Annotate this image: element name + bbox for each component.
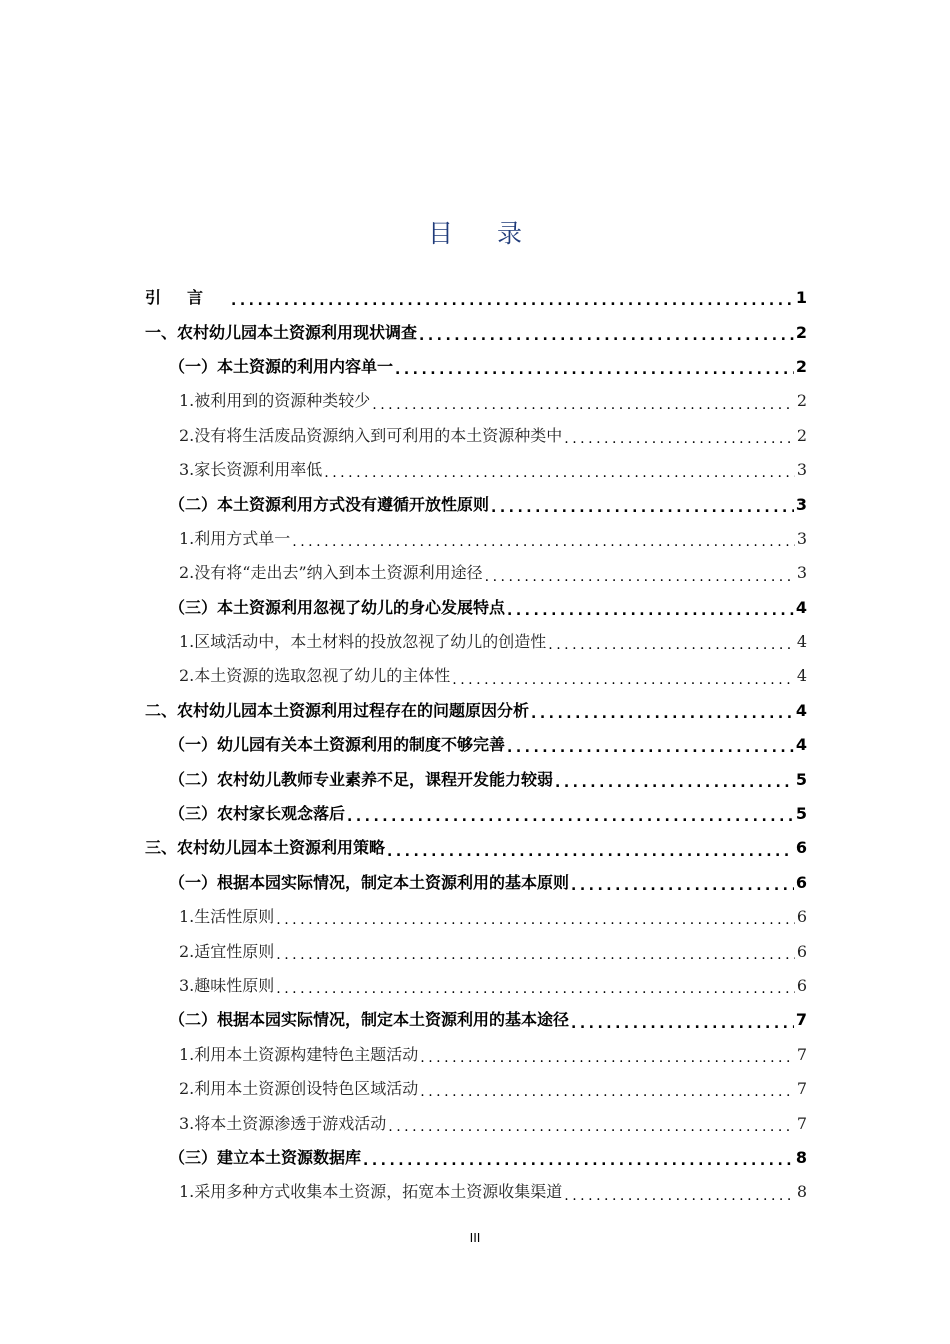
dot-leader bbox=[276, 913, 795, 934]
toc-entry-page-number: 4 bbox=[796, 666, 807, 686]
dot-leader bbox=[388, 1120, 795, 1141]
dot-leader bbox=[420, 1051, 795, 1072]
toc-entry-page-number: 3 bbox=[796, 528, 807, 548]
dot-leader bbox=[555, 776, 794, 797]
toc-entry-level2[interactable] bbox=[145, 866, 807, 900]
toc-entry-page-number: 4 bbox=[795, 700, 807, 720]
dot-leader bbox=[452, 673, 795, 694]
toc-entry-label: （三）建立本土资源数据库 bbox=[169, 1147, 362, 1167]
toc-entry-label: 一、农村幼儿园本土资源利用现状调查 bbox=[145, 322, 418, 342]
toc-entry-label: 2.本土资源的选取忽视了幼儿的主体性 bbox=[179, 666, 451, 686]
toc-entry-level3[interactable] bbox=[145, 556, 807, 590]
toc-entry-page-number: 2 bbox=[796, 425, 807, 445]
toc-entry-level1[interactable] bbox=[145, 315, 807, 349]
toc-entry-level3[interactable] bbox=[145, 900, 807, 934]
toc-entry-level3[interactable] bbox=[145, 522, 807, 556]
toc-entry-label: （三）农村家长观念落后 bbox=[169, 804, 346, 824]
toc-entry-level3[interactable] bbox=[145, 453, 807, 487]
dot-leader bbox=[231, 294, 794, 315]
toc-entry-page-number: 6 bbox=[796, 907, 807, 927]
toc-entry-level3[interactable] bbox=[145, 384, 807, 418]
toc-entry-label: 2.没有将“走出去”纳入到本土资源利用途径 bbox=[179, 563, 483, 583]
toc-entry-level2[interactable] bbox=[145, 1141, 807, 1175]
toc-entry-label: 3.将本土资源渗透于游戏活动 bbox=[179, 1113, 387, 1133]
dot-leader bbox=[347, 810, 794, 831]
toc-entry-label: （一）本土资源的利用内容单一 bbox=[169, 356, 394, 376]
dot-leader bbox=[485, 570, 795, 591]
toc-entry-page-number: 5 bbox=[795, 804, 807, 824]
toc-entry-page-number: 8 bbox=[795, 1147, 807, 1167]
toc-entry-page-number: 2 bbox=[795, 356, 807, 376]
dot-leader bbox=[419, 329, 794, 350]
toc-entry-level3[interactable] bbox=[145, 969, 807, 1003]
toc-entry-page-number: 7 bbox=[795, 1010, 807, 1030]
toc-entry-level2[interactable] bbox=[145, 487, 807, 521]
toc-entry-level2[interactable] bbox=[145, 1003, 807, 1037]
toc-entry-label: （一）根据本园实际情况，制定本土资源利用的基本原则 bbox=[169, 872, 570, 892]
dot-leader bbox=[507, 741, 794, 762]
dot-leader bbox=[276, 982, 795, 1003]
toc-entry-level3[interactable] bbox=[145, 1175, 807, 1209]
dot-leader bbox=[324, 466, 795, 487]
dot-leader bbox=[564, 432, 795, 453]
toc-entry-page-number: 3 bbox=[796, 460, 807, 480]
toc-entry-level1[interactable] bbox=[145, 694, 807, 728]
toc-entry-level2[interactable] bbox=[145, 350, 807, 384]
dot-leader bbox=[571, 879, 794, 900]
toc-entry-level2[interactable] bbox=[145, 728, 807, 762]
toc-entry-page-number: 4 bbox=[795, 597, 807, 617]
toc-entry-label: （二）农村幼儿教师专业素养不足，课程开发能力较弱 bbox=[169, 769, 554, 789]
toc-entry-level1[interactable] bbox=[145, 831, 807, 865]
toc-entry-page-number: 2 bbox=[796, 391, 807, 411]
toc-entry-page-number: 1 bbox=[795, 288, 807, 308]
toc-entry-page-number: 7 bbox=[796, 1044, 807, 1064]
toc-entry-level3[interactable] bbox=[145, 1072, 807, 1106]
toc-entry-page-number: 4 bbox=[795, 735, 807, 755]
toc-entry-page-number: 7 bbox=[796, 1113, 807, 1133]
toc-entry-page-number: 6 bbox=[795, 872, 807, 892]
toc-entry-level3[interactable] bbox=[145, 1038, 807, 1072]
toc-entry-page-number: 6 bbox=[795, 838, 807, 858]
toc-entry-page-number: 2 bbox=[795, 322, 807, 342]
toc-entry-label: 1.采用多种方式收集本土资源，拓宽本土资源收集渠道 bbox=[179, 1182, 563, 1202]
toc-entry-label: （二）本土资源利用方式没有遵循开放性原则 bbox=[169, 494, 490, 514]
toc-entry-label: （一）幼儿园有关本土资源利用的制度不够完善 bbox=[169, 735, 506, 755]
toc-entry-level3[interactable] bbox=[145, 934, 807, 968]
dot-leader bbox=[276, 948, 795, 969]
page-title: 目录 bbox=[427, 219, 566, 248]
toc-entry-label: 2.适宜性原则 bbox=[179, 941, 275, 961]
dot-leader bbox=[507, 604, 794, 625]
toc-entry-label: 1.利用本土资源构建特色主题活动 bbox=[179, 1044, 419, 1064]
toc-entry-label: 1.被利用到的资源种类较少 bbox=[179, 391, 371, 411]
toc-entry-page-number: 8 bbox=[796, 1182, 807, 1202]
toc-entry-label: 2.没有将生活废品资源纳入到可利用的本土资源种类中 bbox=[179, 425, 563, 445]
toc-entry-label: 引言 bbox=[145, 288, 230, 308]
toc-entry-label: 3.趣味性原则 bbox=[179, 976, 275, 995]
toc-entry-level3[interactable] bbox=[145, 659, 807, 693]
toc-entry-label: 1.生活性原则 bbox=[179, 907, 275, 927]
toc-entry-level2[interactable] bbox=[145, 762, 807, 796]
toc-entry-level2[interactable] bbox=[145, 797, 807, 831]
dot-leader bbox=[564, 1189, 795, 1210]
page-number-footer: III bbox=[469, 1230, 481, 1245]
toc-entry-label: （二）根据本园实际情况，制定本土资源利用的基本途径 bbox=[169, 1010, 570, 1030]
dot-leader bbox=[531, 707, 794, 728]
toc-entry-label: 1.利用方式单一 bbox=[179, 528, 291, 548]
toc-entry-label: 三、农村幼儿园本土资源利用策略 bbox=[145, 838, 386, 858]
toc-entry-level3[interactable] bbox=[145, 419, 807, 453]
dot-leader bbox=[420, 1085, 795, 1106]
toc-entry-level2[interactable] bbox=[145, 591, 807, 625]
dot-leader bbox=[292, 535, 795, 556]
toc-entry-page-number: 3 bbox=[795, 494, 807, 514]
toc-entry-level3[interactable] bbox=[145, 625, 807, 659]
toc-entry-page-number: 4 bbox=[796, 632, 807, 652]
dot-leader bbox=[548, 638, 795, 659]
toc-entry-page-number: 6 bbox=[796, 976, 807, 995]
dot-leader bbox=[395, 363, 794, 384]
toc-entry-label: 3.家长资源利用率低 bbox=[179, 460, 323, 480]
dot-leader bbox=[363, 1154, 794, 1175]
dot-leader bbox=[387, 845, 794, 866]
toc-entry-level3[interactable] bbox=[145, 1106, 807, 1140]
toc-entry-page-number: 6 bbox=[796, 941, 807, 961]
dot-leader bbox=[491, 501, 794, 522]
toc-entry-level1[interactable] bbox=[145, 281, 807, 315]
table-of-contents bbox=[145, 281, 807, 1210]
dot-leader bbox=[372, 398, 795, 419]
toc-entry-label: 1.区域活动中，本土材料的投放忽视了幼儿的创造性 bbox=[179, 632, 547, 652]
toc-entry-label: （三）本土资源利用忽视了幼儿的身心发展特点 bbox=[169, 597, 506, 617]
dot-leader bbox=[571, 1017, 794, 1038]
toc-entry-label: 二、农村幼儿园本土资源利用过程存在的问题原因分析 bbox=[145, 700, 530, 720]
toc-entry-label: 2.利用本土资源创设特色区域活动 bbox=[179, 1079, 419, 1099]
toc-entry-page-number: 7 bbox=[796, 1079, 807, 1099]
toc-entry-page-number: 5 bbox=[795, 769, 807, 789]
toc-entry-page-number: 3 bbox=[796, 563, 807, 583]
